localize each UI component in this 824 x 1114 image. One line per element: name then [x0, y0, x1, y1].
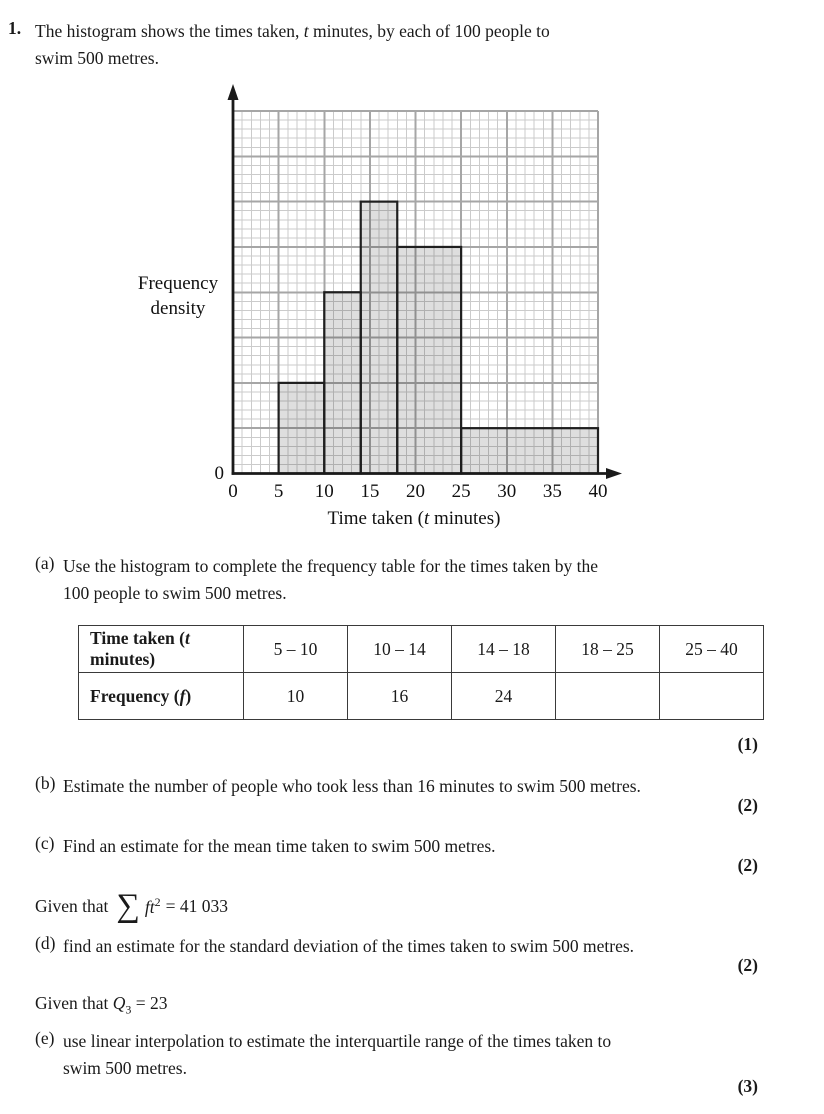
x-tick-label: 5 [273, 481, 284, 502]
intro-text-line2: swim 500 metres. [35, 48, 159, 68]
x-tick-label: 35 [542, 481, 562, 502]
y-origin-label: 0 [214, 463, 224, 484]
sigma-formula: $ft^2$ [144, 894, 161, 917]
part-e-text: use linear interpolation to estimate the interquartile range of the times taken to swim 500 metres. [63, 1031, 612, 1078]
x-tick-label: 15 [360, 481, 380, 502]
given-q3-statement: Given that $Q_3 = 23$ [35, 993, 168, 1017]
x-tick-label: 30 [497, 481, 517, 502]
y-axis-arrow [228, 84, 239, 100]
part-c-label: (c) [35, 833, 55, 853]
frequency-cell: 16 [348, 673, 452, 720]
interval-cell: 14 – 18 [452, 626, 556, 673]
part-b-text: Estimate the number of people who took less than 16 minutes to swim 500 metres. [63, 776, 641, 796]
histogram-bar [361, 202, 398, 474]
table-row-intervals [79, 626, 764, 673]
intro-variable-t: t [303, 21, 309, 41]
x-tick-label: 25 [451, 481, 471, 502]
frequency-table [78, 625, 764, 720]
intro-text-pre: The histogram shows the times taken, [35, 21, 304, 41]
sigma-symbol: ∑ [116, 887, 140, 924]
frequency-cell: 24 [452, 673, 556, 720]
given-sigma-statement: Given that ∑ $ft^2$ = 41 033 [35, 887, 229, 924]
part-a-label: (a) [35, 553, 55, 573]
x-tick-label: 20 [406, 481, 425, 502]
frequency-cell-empty [556, 673, 660, 720]
part-d-text: find an estimate for the standard deviation of the times taken to swim 500 metres. [63, 936, 635, 956]
interval-cell: 10 – 14 [348, 626, 452, 673]
marks-d: (2) [737, 955, 758, 975]
intro-text-post: minutes, by each of 100 people to [308, 21, 550, 41]
x-tick-label: 0 [228, 481, 238, 502]
x-axis-title: Time taken (t minutes) [327, 508, 501, 529]
marks-b: (2) [737, 795, 758, 815]
interval-cell: 25 – 40 [660, 626, 764, 673]
histogram-svg [0, 0, 824, 545]
histogram-bar [279, 383, 325, 474]
marks-a: (1) [737, 734, 758, 754]
interval-cell: 5 – 10 [244, 626, 348, 673]
part-a-text: Use the histogram to complete the frequency table for the times taken by the 100 people to swim 500 metres. [63, 556, 599, 603]
part-c-text: Find an estimate for the mean time taken to swim 500 metres. [63, 836, 496, 856]
frequency-cell-empty [660, 673, 764, 720]
q3-symbol: Q [112, 993, 126, 1013]
marks-c: (2) [737, 855, 758, 875]
table-row-frequencies [79, 673, 764, 720]
table-header-frequency: Frequency (f) [79, 673, 244, 720]
frequency-cell: 10 [244, 673, 348, 720]
x-tick-labels [228, 481, 607, 502]
marks-e: (3) [737, 1076, 758, 1096]
histogram-bar [324, 292, 361, 473]
table-header-time: Time taken (t minutes) [79, 626, 244, 673]
y-axis-title-line2: density [150, 298, 206, 319]
part-b-label: (b) [35, 773, 56, 793]
question-number: 1. [8, 18, 22, 38]
interval-cell: 18 – 25 [556, 626, 660, 673]
x-tick-label: 10 [314, 481, 334, 502]
part-d-label: (d) [35, 933, 56, 953]
y-axis-title: Frequency [137, 273, 219, 294]
histogram-figure [0, 0, 824, 545]
histogram-bar [461, 428, 598, 473]
x-axis-arrow [606, 468, 622, 479]
histogram-bar [397, 247, 461, 474]
x-tick-label: 40 [588, 481, 608, 502]
part-e-label: (e) [35, 1028, 55, 1048]
